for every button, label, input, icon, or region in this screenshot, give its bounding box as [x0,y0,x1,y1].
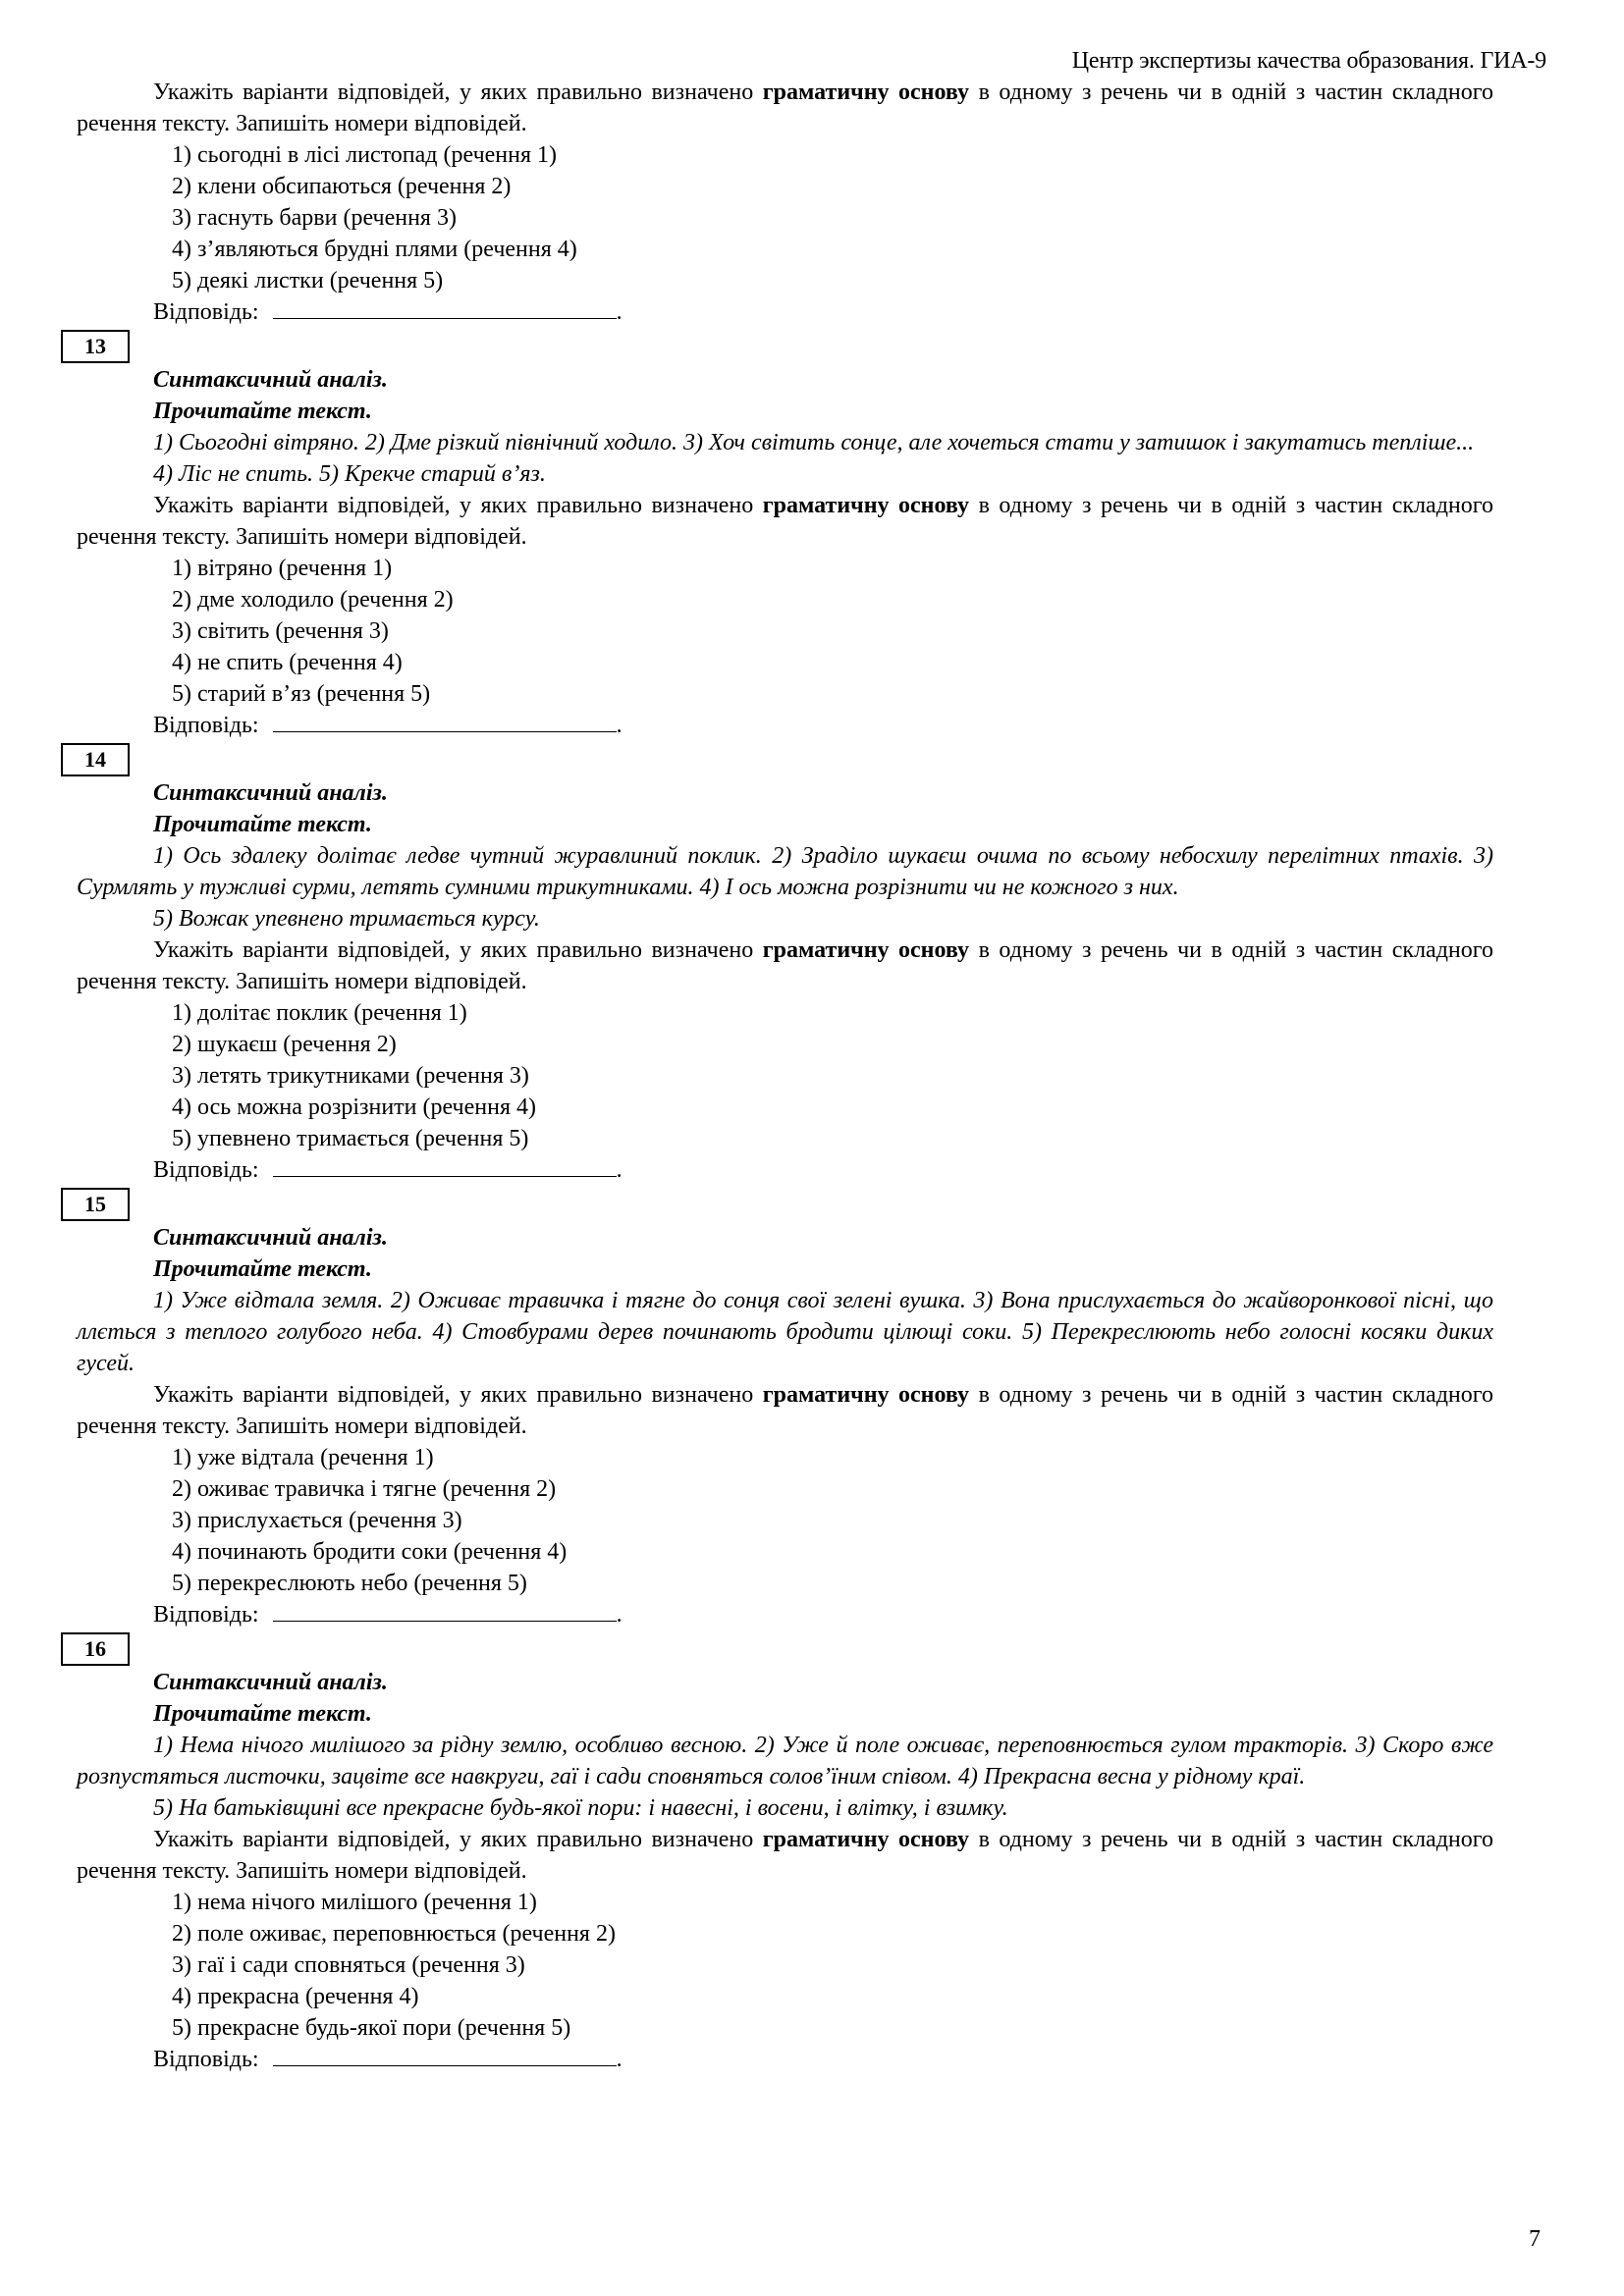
instruction-bold: граматичну основу [762,80,970,105]
task-text-tail: 4) Ліс не спить. 5) Крекче старий в’яз. [153,461,546,487]
answer-label: Відповідь: [153,1602,259,1628]
answer-option: 5) упевнено тримається (речення 5) [172,1126,529,1151]
task-16 [77,1632,1493,2075]
task-number-box: 16 [61,1632,130,1666]
answer-option: 5) прекрасне будь-якої пори (речення 5) [172,2015,571,2041]
task-text: 1) Сьогодні вітряно. 2) Дме різкий північний ходило. 3) Хоч світить сонце, але хочеться стати у затишок і закутатись тепліше... [153,430,1475,455]
task-heading: Синтаксичний аналіз. [153,780,388,806]
task-instruction [77,490,1493,553]
answer-option: 3) гаснуть барви (речення 3) [172,205,457,231]
answer-field[interactable] [273,2044,617,2066]
instruction-text: Укажіть варіанти відповідей, у яких правильно визначено [153,937,763,963]
task-subheading: Прочитайте текст. [153,812,372,837]
answer-row [77,296,1493,328]
task-text: 1) Уже відтала земля. 2) Оживає травичка і тягне до сонця свої зелені вушка. 3) Вона прислухається до жайворонкової пісні, що ллється з теплого голубого неба. 4) Стовбурами дерев починають бродити цілющі соки. 5) Перекреслюють небо голосні косяки диких гусей. [77,1288,1493,1376]
instruction-text: Укажіть варіанти відповідей, у яких правильно визначено [153,1382,763,1408]
task-number-box: 15 [61,1188,130,1221]
answer-period: . [616,2047,623,2072]
answer-option: 4) з’являються брудні плями (речення 4) [172,237,577,262]
instruction-text-end: в одному з речень чи в одній з частин складного речення тексту. Запишіть номери відповідей. [77,1382,1493,1439]
task-13 [77,330,1493,741]
task-heading: Синтаксичний аналіз. [153,1225,388,1251]
instruction-text-end: в одному з речень чи в одній з частин складного речення тексту. Запишіть номери відповідей. [77,1827,1493,1884]
answer-option: 5) старий в’яз (речення 5) [172,681,431,707]
answer-option: 4) починають бродити соки (речення 4) [172,1539,568,1565]
answer-option: 1) уже відтала (речення 1) [172,1445,434,1470]
answer-option: 2) шукаєш (речення 2) [172,1032,397,1057]
task-number-box: 13 [61,330,130,363]
answer-field[interactable] [273,1154,617,1177]
answer-label: Відповідь: [153,1157,259,1183]
answer-option: 2) клени обсипаються (речення 2) [172,174,512,199]
answer-option: 1) долітає поклик (речення 1) [172,1000,467,1026]
task-subheading: Прочитайте текст. [153,399,372,424]
task-instruction [77,77,1493,139]
answer-row [77,2044,1493,2075]
page-number: 7 [1529,2226,1541,2252]
answer-field[interactable] [273,710,617,732]
task-text: 1) Нема нічого милішого за рідну землю, особливо весною. 2) Уже й поле оживає, переповнюється гулом тракторів. 3) Скоро вже розпустяться листочки, зацвіте все навкруги, гаї і сади сповняться солов’їним співом. 4) Прекрасна весна у рідному краї. [77,1733,1493,1789]
answer-option: 1) нема нічого милішого (речення 1) [172,1890,537,1915]
task-subheading: Прочитайте текст. [153,1701,372,1727]
instruction-bold: граматичну основу [762,1382,970,1408]
answer-field[interactable] [273,296,617,319]
answer-option: 3) гаї і сади сповняться (речення 3) [172,1952,525,1978]
answer-row [77,1154,1493,1186]
answer-option: 1) сьогодні в лісі листопад (речення 1) [172,142,558,168]
answer-period: . [616,1157,623,1183]
instruction-text: Укажіть варіанти відповідей, у яких правильно визначено [153,493,763,518]
answer-option: 3) летять трикутниками (речення 3) [172,1063,529,1089]
task-text-tail: 5) Вожак упевнено тримається курсу. [153,906,540,932]
page-content [77,77,1493,2075]
instruction-text-end: в одному з речень чи в одній з частин складного речення тексту. Запишіть номери відповідей. [77,493,1493,550]
answer-label: Відповідь: [153,2047,259,2072]
answer-label: Відповідь: [153,713,259,738]
task-instruction [77,1379,1493,1442]
instruction-bold: граматичну основу [762,493,970,518]
instruction-text: Укажіть варіанти відповідей, у яких правильно визначено [153,80,763,105]
answer-period: . [616,299,623,325]
answer-option: 4) не спить (речення 4) [172,650,403,675]
answer-row [77,710,1493,741]
task-text: 1) Ось здалеку долітає ледве чутний журавлиний поклик. 2) Зраділо шукаєш очима по всьому небосхилу перелітних птахів. 3) Сурмлять у тужливі сурми, летять сумними трикутниками. 4) І ось можна розрізнити чи не кожного з них. [77,843,1493,900]
instruction-text-end: в одному з речень чи в одній з частин складного речення тексту. Запишіть номери відповідей. [77,80,1493,136]
page-header: Центр экспертизы качества образования. ГИА-9 [1071,48,1546,74]
task-12-continuation [77,77,1493,328]
task-heading: Синтаксичний аналіз. [153,1670,388,1695]
answer-option: 4) прекрасна (речення 4) [172,1984,419,2009]
instruction-bold: граматичну основу [762,937,970,963]
task-instruction [77,1824,1493,1887]
instruction-text: Укажіть варіанти відповідей, у яких правильно визначено [153,1827,763,1852]
task-15 [77,1188,1493,1630]
task-14 [77,743,1493,1186]
task-subheading: Прочитайте текст. [153,1256,372,1282]
answer-option: 2) поле оживає, переповнюється (речення 2) [172,1921,616,1947]
task-number-box: 14 [61,743,130,776]
answer-option: 5) деякі листки (речення 5) [172,268,444,294]
answer-option: 3) прислухається (речення 3) [172,1508,462,1533]
answer-period: . [616,1602,623,1628]
answer-row [77,1599,1493,1630]
answer-field[interactable] [273,1599,617,1622]
answer-option: 3) світить (речення 3) [172,618,389,644]
task-text-tail: 5) На батьківщині все прекрасне будь-якої пори: і навесні, і восени, і влітку, і взимку. [153,1795,1008,1821]
answer-option: 1) вітряно (речення 1) [172,556,393,581]
answer-option: 4) ось можна розрізнити (речення 4) [172,1095,536,1120]
answer-option: 2) оживає травичка і тягне (речення 2) [172,1476,557,1502]
task-heading: Синтаксичний аналіз. [153,367,388,393]
answer-label: Відповідь: [153,299,259,325]
instruction-bold: граматичну основу [762,1827,970,1852]
instruction-text-end: в одному з речень чи в одній з частин складного речення тексту. Запишіть номери відповідей. [77,937,1493,994]
answer-period: . [616,713,623,738]
task-instruction [77,934,1493,997]
answer-option: 2) дме холодило (речення 2) [172,587,454,613]
answer-option: 5) перекреслюють небо (речення 5) [172,1571,527,1596]
